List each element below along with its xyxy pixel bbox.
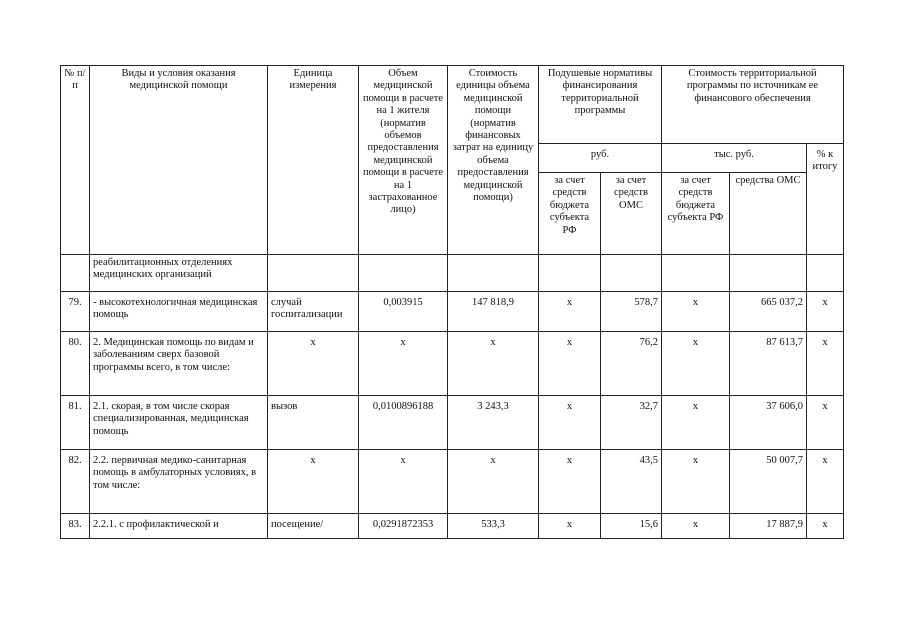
header-rub: руб. xyxy=(539,144,662,173)
row-budget-rub: х xyxy=(539,514,601,539)
row-oms-rub: 578,7 xyxy=(601,292,662,332)
header-thous-rub: тыс. руб. xyxy=(662,144,807,173)
row-budget-rub: х xyxy=(539,292,601,332)
header-cost: Стоимость единицы объема медицинской помощи (норматив финансовых затрат на единицу объема предоставления медицинской помощи) xyxy=(448,66,539,255)
table-row xyxy=(61,292,844,332)
header-unit: Единица измерения xyxy=(268,66,359,255)
row-percent: х xyxy=(807,514,844,539)
row-name: 2.1. скорая, в том числе скорая специализированная, медицинская помощь xyxy=(90,396,268,450)
row-cost: 147 818,9 xyxy=(448,292,539,332)
header-per-capita: Подушевые нормативы финансирования территориальной программы xyxy=(539,66,662,144)
row-percent: х xyxy=(807,450,844,514)
row-oms-rub xyxy=(601,255,662,292)
row-num: 80. xyxy=(61,332,90,396)
row-budget-thous: х xyxy=(662,396,730,450)
row-budget-thous: х xyxy=(662,514,730,539)
row-oms-rub: 15,6 xyxy=(601,514,662,539)
row-budget-rub xyxy=(539,255,601,292)
row-oms-thous: 87 613,7 xyxy=(730,332,807,396)
row-cost xyxy=(448,255,539,292)
row-budget-thous: х xyxy=(662,292,730,332)
row-percent: х xyxy=(807,292,844,332)
header-volume: Объем медицинской помощи в расчете на 1 жителя (норматив объемов предоставления медицинской помощи в расчете на 1 застрахованное лицо) xyxy=(359,66,448,255)
row-name: 2.2. первичная медико-санитарная помощь в амбулаторных условиях, в том числе: xyxy=(90,450,268,514)
row-name: 2.2.1. с профилактической и xyxy=(90,514,268,539)
row-unit: х xyxy=(268,450,359,514)
header-num: № п/п xyxy=(61,66,90,255)
header-total-cost: Стоимость территориальной программы по источникам ее финансового обеспечения xyxy=(662,66,844,144)
row-name: - высокотехнологичная медицинская помощь xyxy=(90,292,268,332)
cost-table xyxy=(60,65,844,539)
row-oms-rub: 76,2 xyxy=(601,332,662,396)
row-volume xyxy=(359,255,448,292)
row-oms-thous xyxy=(730,255,807,292)
row-num xyxy=(61,255,90,292)
row-volume: 0,0291872353 xyxy=(359,514,448,539)
row-unit: случай госпитализации xyxy=(268,292,359,332)
row-name: 2. Медицинская помощь по видам и заболеваниям сверх базовой программы всего, в том числе: xyxy=(90,332,268,396)
row-budget-rub: х xyxy=(539,396,601,450)
row-percent xyxy=(807,255,844,292)
row-budget-rub: х xyxy=(539,450,601,514)
row-num: 81. xyxy=(61,396,90,450)
row-oms-rub: 43,5 xyxy=(601,450,662,514)
row-num: 82. xyxy=(61,450,90,514)
row-oms-thous: 50 007,7 xyxy=(730,450,807,514)
table-row xyxy=(61,332,844,396)
row-budget-thous xyxy=(662,255,730,292)
row-unit: вызов xyxy=(268,396,359,450)
row-num: 79. xyxy=(61,292,90,332)
row-volume: х xyxy=(359,332,448,396)
header-oms-thous: средства ОМС xyxy=(730,173,807,255)
row-budget-thous: х xyxy=(662,450,730,514)
header-percent: % к итогу xyxy=(807,144,844,255)
row-unit: посещение/ xyxy=(268,514,359,539)
table-row xyxy=(61,396,844,450)
header-oms-rub: за счет средств ОМС xyxy=(601,173,662,255)
row-cost: х xyxy=(448,332,539,396)
row-name: реабилитационных отделениях медицинских организаций xyxy=(90,255,268,292)
row-oms-thous: 37 606,0 xyxy=(730,396,807,450)
row-cost: 533,3 xyxy=(448,514,539,539)
row-oms-thous: 665 037,2 xyxy=(730,292,807,332)
header-budget-thous: за счет средств бюджета субъекта РФ xyxy=(662,173,730,255)
row-num: 83. xyxy=(61,514,90,539)
row-unit xyxy=(268,255,359,292)
row-oms-rub: 32,7 xyxy=(601,396,662,450)
row-unit: х xyxy=(268,332,359,396)
row-budget-thous: х xyxy=(662,332,730,396)
row-cost: 3 243,3 xyxy=(448,396,539,450)
row-volume: 0,0100896188 xyxy=(359,396,448,450)
table-row xyxy=(61,450,844,514)
row-percent: х xyxy=(807,332,844,396)
table-row xyxy=(61,514,844,539)
table-row xyxy=(61,255,844,292)
row-volume: 0,003915 xyxy=(359,292,448,332)
header-types: Виды и условия оказания медицинской помощи xyxy=(90,66,268,255)
row-volume: х xyxy=(359,450,448,514)
row-percent: х xyxy=(807,396,844,450)
row-oms-thous: 17 887,9 xyxy=(730,514,807,539)
row-budget-rub: х xyxy=(539,332,601,396)
header-budget-rub: за счет средств бюджета субъекта РФ xyxy=(539,173,601,255)
row-cost: х xyxy=(448,450,539,514)
